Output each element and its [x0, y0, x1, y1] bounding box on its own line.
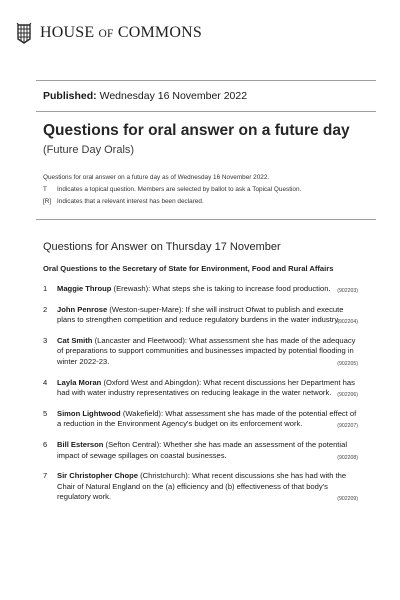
brand-commons: COMMONS	[117, 24, 202, 41]
question-member: John Penrose	[57, 304, 108, 314]
page-title: Questions for oral answer on a future day	[43, 122, 350, 139]
page-subtitle: (Future Day Orals)	[43, 144, 135, 156]
intro-notes	[43, 172, 301, 208]
question-reference: (902204)	[337, 319, 358, 326]
brand-of: OF	[98, 28, 114, 40]
question-number: 4	[43, 377, 48, 387]
question-text: What recent discussions her Department has had with water industry representatives on reducing leakage in the water network.	[57, 377, 355, 398]
question-text: If she will instruct Ofwat to publish and execute plans to strengthen competition and reduce regulatory burdens in the water industry.	[57, 304, 344, 325]
question-member: Layla Moran	[57, 377, 102, 387]
divider	[36, 111, 376, 112]
published-label: Published:	[43, 90, 97, 102]
question-number: 3	[43, 335, 48, 345]
question-constituency: (Erewash):	[113, 284, 151, 293]
question-list	[43, 284, 358, 513]
question-item	[43, 440, 358, 461]
published-line	[43, 90, 247, 102]
divider	[36, 80, 376, 81]
question-reference: (902203)	[337, 288, 358, 294]
question-constituency: (Sefton Central):	[105, 439, 162, 449]
question-item	[43, 284, 358, 295]
section-heading: Questions for Answer on Thursday 17 November	[43, 241, 281, 253]
question-member: Cat Smith	[57, 335, 93, 345]
question-reference: (902207)	[337, 423, 358, 430]
question-member: Maggie Throup	[57, 284, 112, 293]
question-constituency: (Oxford West and Abingdon):	[103, 377, 202, 387]
note-text: Indicates a topical question. Members are selected by ballot to ask a Topical Question.	[57, 186, 302, 193]
question-body	[57, 471, 358, 503]
question-item	[43, 336, 358, 368]
question-text: What recent discussions she has had with the Chair of Natural England on the (a) efficiency and (b) effectiveness of that body's regulatory work.	[57, 471, 347, 502]
question-body	[57, 440, 358, 461]
question-constituency: (Lancaster and Fleetwood):	[94, 335, 188, 345]
question-constituency: (Wakefield):	[122, 408, 164, 418]
question-number: 7	[43, 471, 48, 481]
question-reference: (902208)	[337, 454, 358, 461]
note-topical	[43, 184, 301, 196]
question-text: What steps she is taking to increase food production.	[152, 284, 331, 293]
portcullis-icon	[14, 21, 34, 45]
note-symbol: T	[43, 186, 47, 193]
question-item	[43, 471, 358, 503]
question-text: What assessment she has made of the adequacy of preparations to support communities and businesses impacted by potential flooding in winter 2022-23.	[57, 335, 356, 366]
question-member: Bill Esterson	[57, 439, 104, 449]
question-body	[57, 284, 358, 295]
question-text: Whether she has made an assessment of the potential impact of sewage spillages on coastal businesses.	[57, 439, 348, 460]
question-member: Sir Christopher Chope	[57, 471, 139, 481]
question-item	[43, 409, 358, 430]
question-item	[43, 305, 358, 326]
note-symbol: [R]	[43, 198, 52, 205]
question-number: 5	[43, 408, 48, 418]
published-date: Wednesday 16 November 2022	[99, 90, 248, 102]
question-number: 2	[43, 304, 48, 314]
house-of-commons-logo	[14, 21, 202, 45]
note-interest	[43, 196, 301, 208]
question-item	[43, 378, 358, 399]
question-body	[57, 378, 358, 399]
question-number: 1	[43, 284, 48, 293]
question-reference: (902205)	[337, 360, 358, 367]
question-member: Simon Lightwood	[57, 408, 121, 418]
question-body	[57, 409, 358, 430]
intro-line: Questions for oral answer on a future day as of Wednesday 16 November 2022.	[43, 174, 270, 181]
brand-house: HOUSE	[40, 24, 95, 41]
question-body	[57, 305, 358, 326]
question-body	[57, 336, 358, 368]
divider	[36, 219, 376, 220]
question-constituency: (Weston-super-Mare):	[109, 304, 184, 314]
brand-name	[40, 25, 202, 41]
question-constituency: (Christchurch):	[140, 471, 190, 481]
question-reference: (902206)	[337, 392, 358, 399]
section-subheading: Oral Questions to the Secretary of State for Environment, Food and Rural Affairs	[43, 264, 334, 273]
question-reference: (902209)	[337, 496, 358, 503]
note-text: Indicates that a relevant interest has been declared.	[57, 198, 204, 205]
question-number: 6	[43, 439, 48, 449]
question-text: What assessment she has made of the potential effect of a reduction in the Environment Agency's budget on its enforcement work.	[57, 408, 357, 429]
